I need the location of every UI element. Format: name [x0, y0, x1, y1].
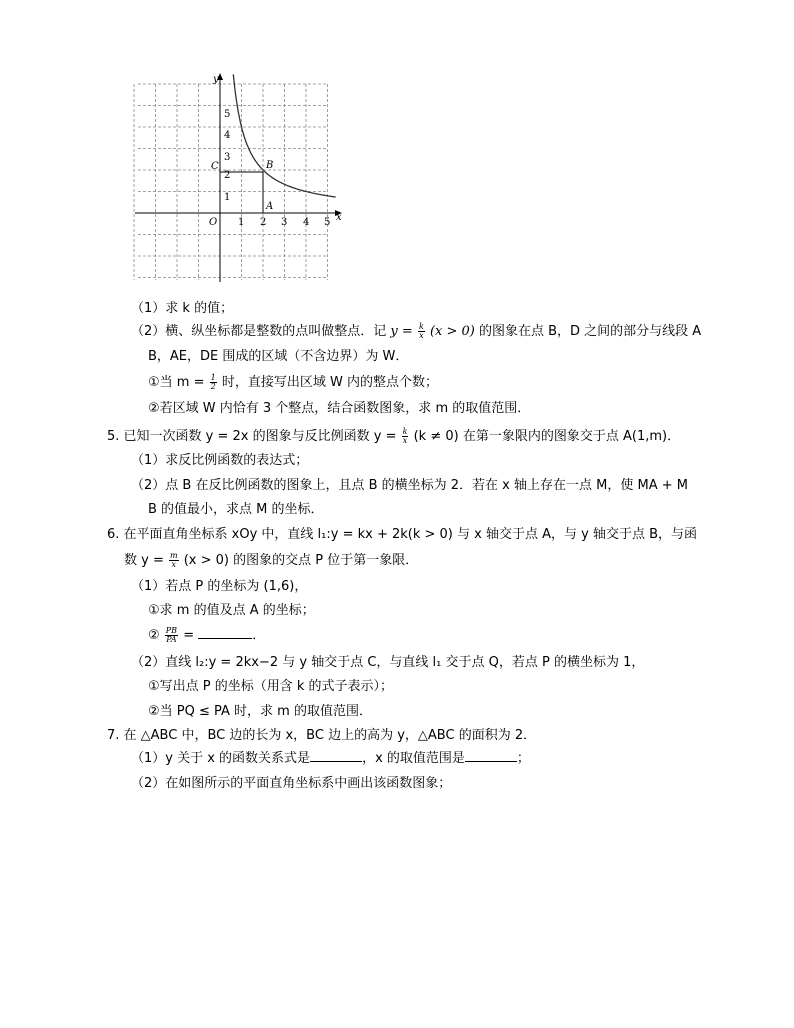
q4-sub1: [148, 374, 438, 392]
y-tick-3: 3: [224, 152, 231, 163]
y-tick-5: 5: [224, 109, 231, 120]
q5-stem: [107, 428, 680, 446]
q5-fraction-k-x: $\frac{k}{x}$: [402, 427, 408, 445]
q4-part2: [131, 323, 701, 341]
q5-part2: （2）点 B 在反比例函数的图象上，且点 B 的横坐标为 2．若在 x 轴上存在一点 M，使 MA + M: [131, 478, 688, 493]
q5-part1: （1）求反比例函数的表达式；: [131, 453, 309, 468]
q6-stem-text-b: (x > 0) 的图象的交点 P 位于第一象限．: [183, 553, 419, 568]
q6-part2-sub1: ①写出点 P 的坐标（用含 k 的式子表示）；: [148, 679, 394, 694]
q7-blank-range[interactable]: [465, 761, 517, 762]
x-tick-2: 2: [260, 217, 267, 228]
y-tick-1: 1: [224, 192, 231, 203]
q4-sub1-text-b: 时，直接写出区域 W 内的整点个数；: [221, 375, 438, 390]
y-axis-label: y: [213, 74, 219, 85]
point-label-b: B: [266, 160, 274, 171]
q6-stem: 6. 在平面直角坐标系 xOy 中，直线 l₁:y = kx + 2k(k > 0) 与 x 轴交于点 A，与 y 轴交于点 B，与函: [107, 527, 698, 542]
x-tick-4: 4: [303, 217, 310, 228]
q4-func-domain: (x > 0): [429, 324, 475, 339]
q7-stem: 7. 在 △ABC 中，BC 边的长为 x，BC 边上的高为 y，△ABC 的面积为 2．: [107, 728, 537, 743]
q6-part1: （1）若点 P 的坐标为 (1,6)，: [131, 579, 308, 594]
q4-part2-text-b: 的图象在点 B，D 之间的部分与线段 A: [478, 324, 702, 339]
q5-stem-text-b: (k ≠ 0) 在第一象限内的图象交于点 A(1,m)．: [413, 429, 681, 444]
q6-stem-cont: [124, 552, 418, 570]
q4-fraction-half: $\frac{1}{2}$: [210, 373, 216, 391]
q7-part1-text-c: ；: [516, 751, 530, 766]
x-tick-3: 3: [281, 217, 288, 228]
q4-sub1-text-a: ①当 m =: [148, 375, 205, 390]
q6-fraction-pb-pa: $\frac{PB}{PA}$: [165, 626, 178, 644]
q7-part2: （2）在如图所示的平面直角坐标系中画出该函数图象；: [131, 776, 452, 791]
q6-circle-2: ②: [148, 628, 160, 643]
q7-part1-text-b: ，x 的取值范围是: [362, 751, 465, 766]
x-tick-1: 1: [238, 217, 245, 228]
q4-fraction-k-x: $\frac{k}{x}$: [418, 322, 424, 340]
x-tick-5: 5: [324, 217, 331, 228]
q5-part2-cont: B 的值最小，求点 M 的坐标．: [148, 502, 324, 517]
q6-part1-sub2: ② $\frac{PB}{PA}$ = ．: [148, 626, 266, 644]
coordinate-graph: [130, 72, 355, 287]
q6-part1-sub1: ①求 m 的值及点 A 的坐标；: [148, 603, 315, 618]
q6-func-y: 数 y =: [124, 553, 164, 568]
x-axis-label: x: [336, 212, 342, 223]
q5-stem-text-a: 5. 已知一次函数 y = 2x 的图象与反比例函数 y =: [107, 429, 397, 444]
q4-sub2: ②若区域 W 内恰有 3 个整点，结合函数图象，求 m 的取值范围．: [148, 401, 531, 416]
q6-equals: =: [183, 628, 195, 643]
q7-part1: [131, 750, 530, 768]
q4-part2-cont: B，AE，DE 围成的区域（不含边界）为 W．: [148, 349, 409, 364]
q7-blank-function[interactable]: [310, 761, 362, 762]
q6-part2: （2）直线 l₂:y = 2kx−2 与 y 轴交于点 C，与直线 l₁ 交于点 Q，若点 P 的横坐标为 1，: [131, 655, 645, 670]
q4-part2-text-a: （2）横、纵坐标都是整数的点叫做整点．记: [131, 324, 387, 339]
q4-part1: （1）求 k 的值；: [131, 301, 234, 316]
origin-label: O: [209, 217, 218, 228]
q6-answer-blank[interactable]: [198, 638, 252, 639]
point-label-a: A: [266, 201, 274, 212]
dashed-grid: [134, 84, 331, 280]
point-label-c: C: [211, 161, 219, 172]
q6-part2-sub2: ②当 PQ ≤ PA 时，求 m 的取值范围．: [148, 704, 372, 719]
q7-part1-text-a: （1）y 关于 x 的函数关系式是: [131, 751, 311, 766]
q6-fraction-m-x: $\frac{m}{x}$: [170, 551, 178, 569]
y-tick-4: 4: [224, 130, 231, 141]
q4-func-y: y =: [390, 324, 413, 339]
y-tick-2: 2: [224, 170, 231, 181]
